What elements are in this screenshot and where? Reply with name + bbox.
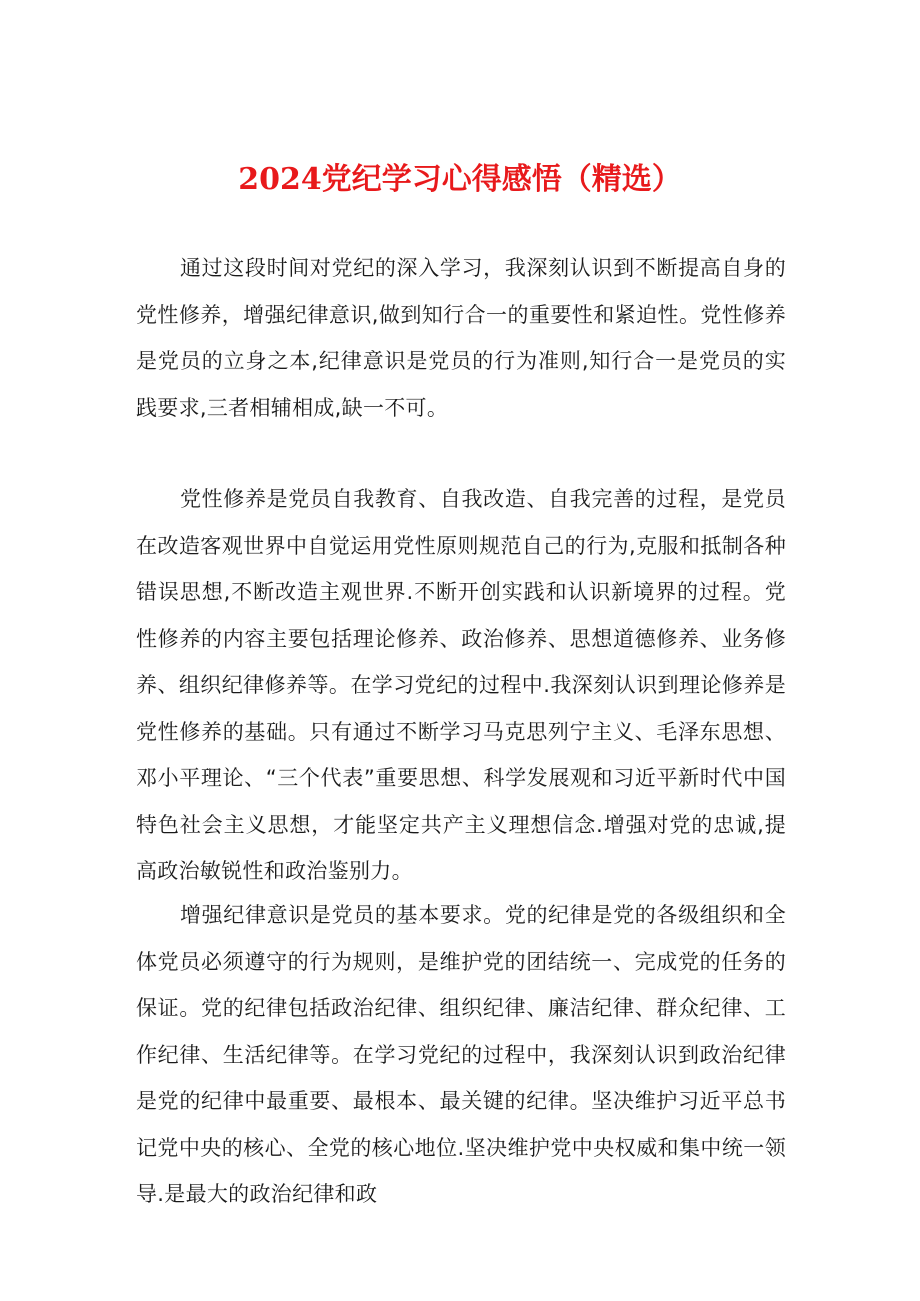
document-title: 2024党纪学习心得感悟（精选） bbox=[238, 162, 682, 197]
paragraph-party-cultivation: 党性修养是党员自我教育、自我改造、自我完善的过程，是党员在改造客观世界中自觉运用党性原则规范自己的行为,克服和抵制各种错误思想,不断改造主观世界.不断开创实践和认识新境界的过程。党性修养的内容主要包括理论修养、政治修养、思想道德修养、业务修养、组织纪律修养等。在学习党纪的过程中.我深刻认识到理论修养是党性修养的基础。只有通过不断学习马克思列宁主义、毛泽东思想、邓小平理论、“三个代表”重要思想、科学发展观和习近平新时代中国特色社会主义思想，才能坚定共产主义理想信念.增强对党的忠诚,提高政治敏锐性和政治鉴别力。 bbox=[136, 487, 786, 883]
paragraph-intro: 通过这段时间对党纪的深入学习，我深刻认识到不断提高自身的党性修养，增强纪律意识,做到知行合一的重要性和紧迫性。党性修养是党员的立身之本,纪律意识是党员的行为准则,知行合一是党员的实践要求,三者相辅相成,缺一不可。 bbox=[136, 256, 786, 420]
paragraph-discipline-awareness: 增强纪律意识是党员的基本要求。党的纪律是党的各级组织和全体党员必须遵守的行为规则，是维护党的团结统一、完成党的任务的保证。党的纪律包括政治纪律、组织纪律、廉洁纪律、群众纪律、工作纪律、生活纪律等。在学习党纪的过程中，我深刻认识到政治纪律是党的纪律中最重要、最根本、最关键的纪律。坚决维护习近平总书记党中央的核心、全党的核心地位.坚决维护党中央权威和集中统一领导.是最大的政治纪律和政 bbox=[136, 903, 786, 1206]
